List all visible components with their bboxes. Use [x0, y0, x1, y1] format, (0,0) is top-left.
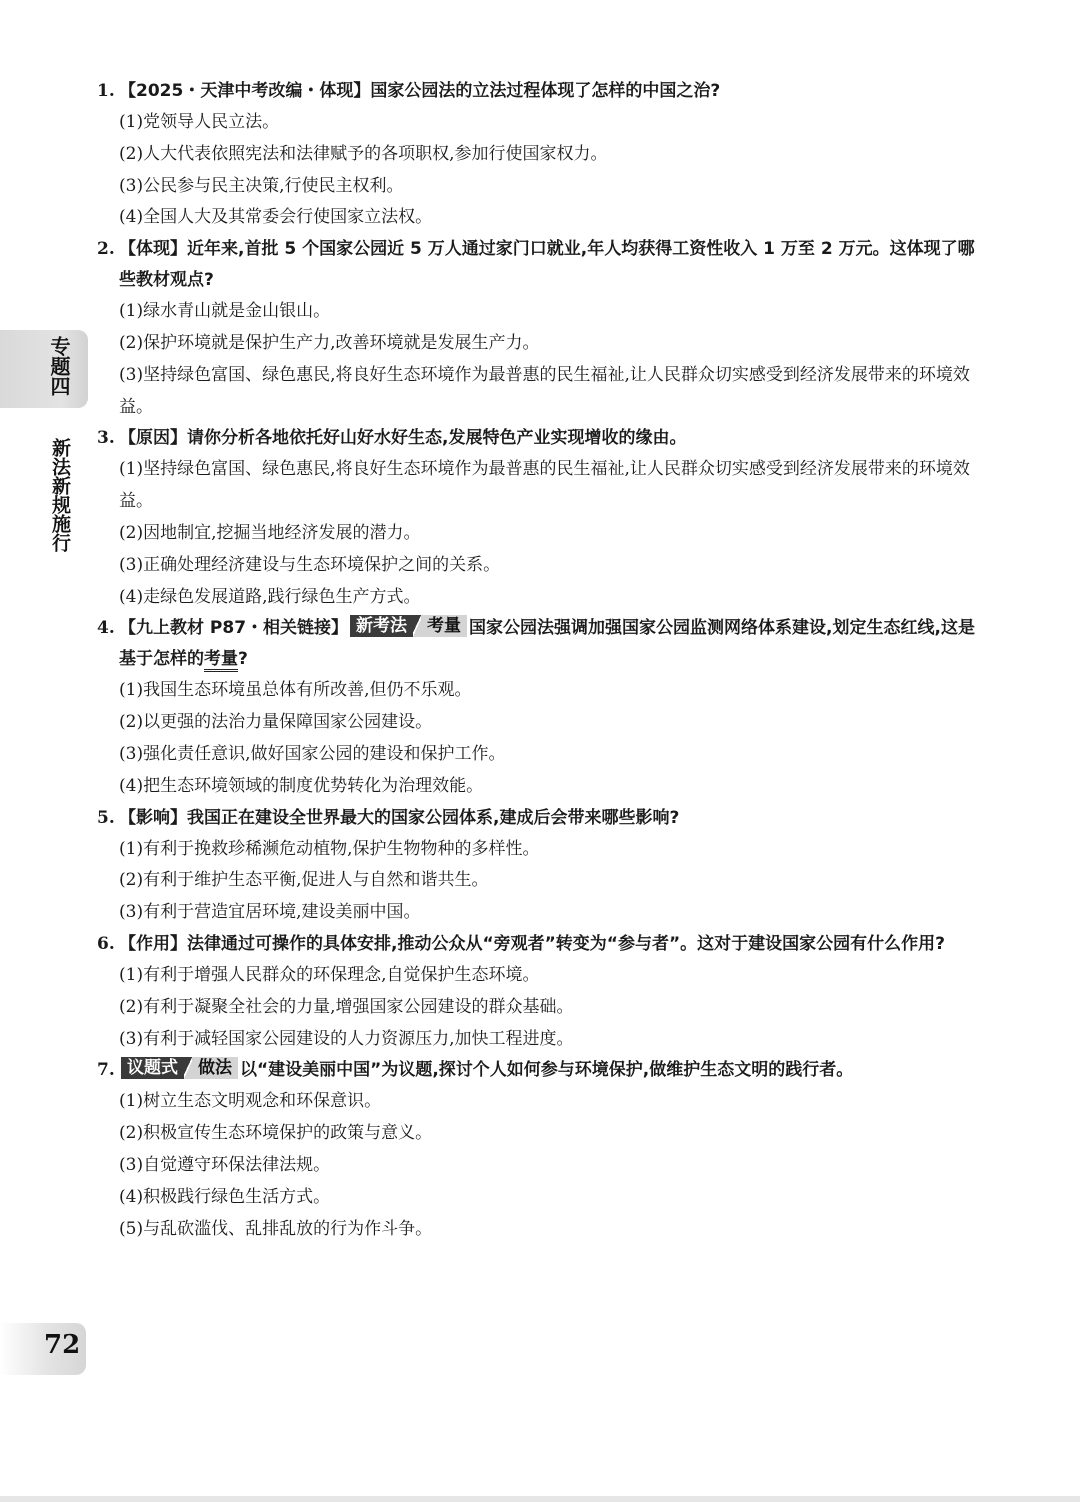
answer-item: (2)有利于凝聚全社会的力量,增强国家公园建设的群众基础。	[119, 996, 574, 1017]
question-number: 5.	[97, 807, 115, 828]
answer-item: (2)积极宣传生态环境保护的政策与意义。	[119, 1123, 433, 1144]
tag-type: 做法	[192, 1057, 238, 1079]
question-head	[97, 423, 987, 454]
page-bottom-edge	[0, 1496, 1080, 1502]
answer-item: (1)树立生态文明观念和环保意识。	[119, 1091, 382, 1112]
question-head	[97, 613, 987, 675]
answer-item: (2)因地制宜,挖掘当地经济发展的潜力。	[119, 522, 421, 543]
tag-divider	[184, 1057, 192, 1079]
question-number: 2.	[97, 239, 115, 260]
chapter-title: 新法新规施行	[49, 438, 71, 552]
question-head	[97, 76, 987, 107]
question-number: 4.	[97, 618, 115, 639]
question-text: 以“建设美丽中国”为议题,探讨个人如何参与环境保护,做维护生态文明的践行者。	[240, 1060, 854, 1081]
question-number: 7.	[97, 1060, 115, 1081]
answer-item: (1)坚持绿色富国、绿色惠民,将良好生态环境作为最普惠的民生福祉,让人民群众切实感受到经济发展带来的环境效益。	[119, 459, 970, 512]
question-text: 【作用】法律通过可操作的具体安排,推动公众从“旁观者”转变为“参与者”。这对于建设国家公园有什么作用?	[119, 933, 946, 954]
answer-item: (3)自觉遵守环保法律法规。	[119, 1154, 331, 1175]
question-head	[97, 1055, 987, 1086]
question-head	[97, 803, 987, 834]
question-mark: ?	[238, 649, 248, 670]
question-7	[97, 1055, 987, 1245]
answer-item: (2)保护环境就是保护生产力,改善环境就是发展生产力。	[119, 332, 540, 353]
answer-item: (2)以更强的法治力量保障国家公园建设。	[119, 712, 433, 733]
question-text: 【原因】请你分析各地依托好山好水好生态,发展特色产业实现增收的缘由。	[119, 428, 687, 449]
answer-item: (3)有利于营造宜居环境,建设美丽中国。	[119, 902, 421, 923]
question-head	[97, 234, 987, 296]
answer-item: (1)有利于增强人民群众的环保理念,自觉保护生态环境。	[119, 964, 540, 985]
tag-topic-style: 议题式	[121, 1057, 184, 1079]
answer-item: (2)人大代表依照宪法和法律赋予的各项职权,参加行使国家权力。	[119, 143, 608, 164]
question-tag	[121, 1057, 238, 1079]
page-number: 72	[44, 1330, 81, 1360]
answer-item: (4)把生态环境领域的制度优势转化为治理效能。	[119, 775, 484, 796]
answer-item: (1)绿水青山就是金山银山。	[119, 301, 331, 322]
answer-item: (4)走绿色发展道路,践行绿色生产方式。	[119, 586, 421, 607]
question-text: 【体现】近年来,首批 5 个国家公园近 5 万人通过家门口就业,年人均获得工资性收入 1 万至 2 万元。这体现了哪些教材观点?	[119, 239, 975, 291]
question-text: 国家公园法强调加强国家公园监测网络体系建设,划定生态红线,这是基于怎样的	[119, 618, 975, 670]
answer-item: (3)强化责任意识,做好国家公园的建设和保护工作。	[119, 743, 506, 764]
question-source: 【九上教材 P87・相关链接】	[119, 618, 349, 639]
answer-item: (1)有利于挽救珍稀濒危动植物,保护生物物种的多样性。	[119, 838, 540, 859]
question-number: 3.	[97, 428, 115, 449]
question-3	[97, 423, 987, 613]
tag-new-method: 新考法	[350, 615, 413, 637]
answer-item: (2)有利于维护生态平衡,促进人与自然和谐共生。	[119, 870, 489, 891]
question-number: 6.	[97, 933, 115, 954]
answer-item: (1)我国生态环境虽总体有所改善,但仍不乐观。	[119, 680, 472, 701]
answer-item: (5)与乱砍滥伐、乱排乱放的行为作斗争。	[119, 1218, 433, 1239]
chapter-tab-label: 专题四	[47, 336, 71, 396]
question-tag	[350, 615, 467, 637]
answer-item: (4)积极践行绿色生活方式。	[119, 1186, 331, 1207]
tag-type: 考量	[421, 615, 467, 637]
tag-divider	[413, 615, 421, 637]
chapter-tab	[0, 330, 88, 408]
question-text: 【2025・天津中考改编・体现】国家公园法的立法过程体现了怎样的中国之治?	[119, 81, 721, 101]
answer-item: (3)公民参与民主决策,行使民主权利。	[119, 175, 404, 196]
question-4	[97, 613, 987, 802]
question-number: 1.	[97, 81, 115, 101]
question-keyword: 考量	[204, 649, 238, 672]
question-5	[97, 803, 987, 929]
answer-item: (1)党领导人民立法。	[119, 112, 280, 132]
answer-item: (3)坚持绿色富国、绿色惠民,将良好生态环境作为最普惠的民生福祉,让人民群众切实感受到经济发展带来的环境效益。	[119, 364, 970, 417]
answer-item: (3)有利于减轻国家公园建设的人力资源压力,加快工程进度。	[119, 1028, 574, 1049]
question-list	[97, 76, 987, 1245]
question-2	[97, 234, 987, 423]
answer-item: (3)正确处理经济建设与生态环境保护之间的关系。	[119, 554, 501, 575]
question-head	[97, 929, 987, 960]
question-1	[97, 76, 987, 234]
question-text: 【影响】我国正在建设全世界最大的国家公园体系,建成后会带来哪些影响?	[119, 807, 680, 828]
question-6	[97, 929, 987, 1055]
answer-item: (4)全国人大及其常委会行使国家立法权。	[119, 207, 433, 228]
